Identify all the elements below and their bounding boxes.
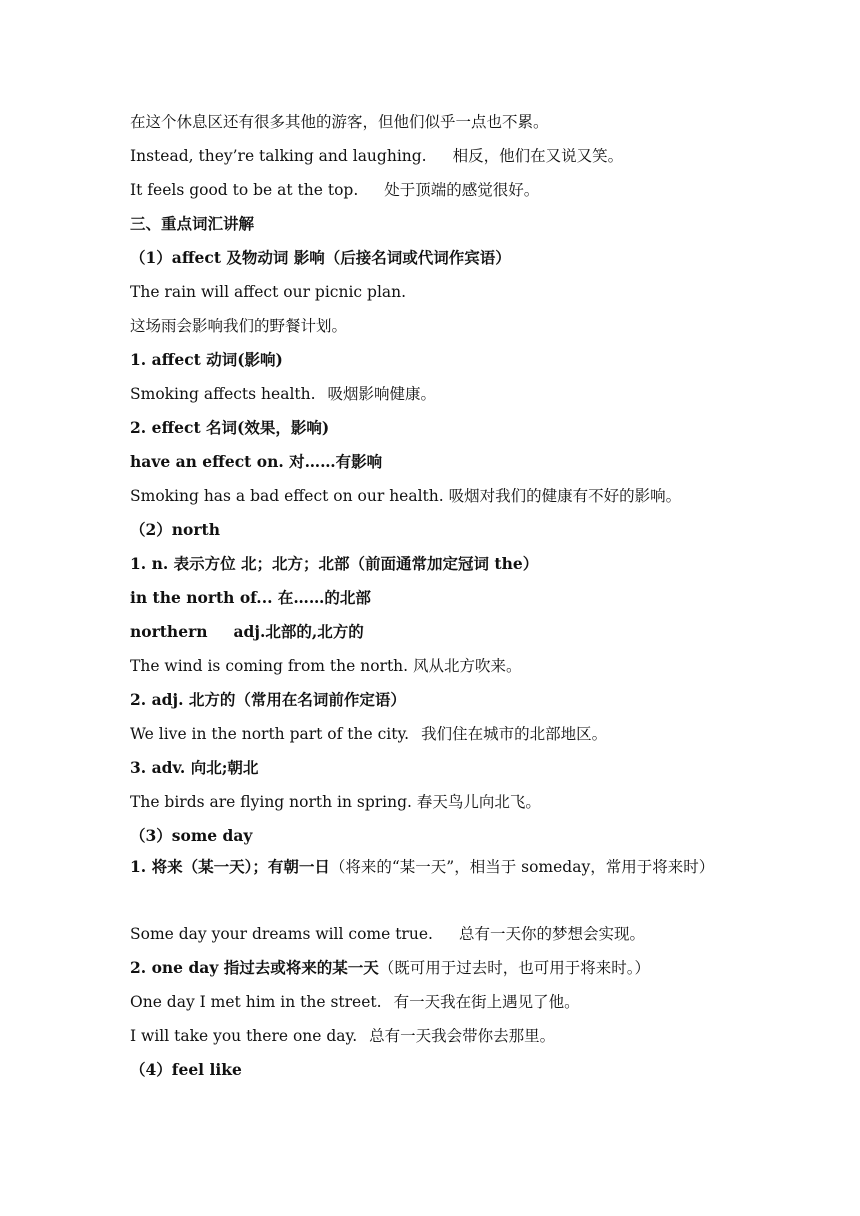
english-sentence: We live in the north part of the city.: [130, 725, 410, 743]
english-sentence: I will take you there one day.: [130, 1027, 358, 1045]
word: northern: [130, 622, 208, 641]
sub-heading-north-adj: 2. adj. 北方的（常用在名词前作定语）: [130, 690, 406, 709]
example-sentence: The rain will affect our picnic plan.: [130, 283, 407, 301]
text-line: [130, 924, 740, 944]
english-sentence: One day I met him in the street.: [130, 993, 382, 1011]
english-sentence: Instead, they’re talking and laughing.: [130, 147, 427, 165]
text-line: [130, 180, 740, 200]
definition-note: （将来的“某一天”，相当于 someday，常用于将来时）: [329, 858, 715, 876]
definition-one-day: [130, 958, 740, 978]
text-line: [130, 112, 740, 132]
sub-heading-affect-verb: 1. affect 动词(影响): [130, 350, 283, 369]
text-line: [130, 1026, 740, 1046]
example-sentence: The birds are flying north in spring. 春天鸟儿向北飞。: [130, 793, 541, 811]
text-line: [130, 992, 740, 1012]
sub-heading-north-noun: 1. n. 表示方位 北；北方；北部（前面通常加定冠词 the）: [130, 554, 539, 573]
vocab-heading-north: （2）north: [130, 520, 220, 539]
phrase-in-the-north-of: in the north of... 在……的北部: [130, 588, 371, 607]
chinese-translation: 有一天我在街上遇见了他。: [393, 993, 580, 1011]
vocab-heading-feel-like: （4）feel like: [130, 1060, 242, 1079]
chinese-translation: 总有一天你的梦想会实现。: [458, 925, 645, 943]
vocab-heading-affect: （1）affect 及物动词 影响（后接名词或代词作宾语）: [130, 248, 511, 267]
example-sentence: Smoking has a bad effect on our health. 吸烟对我们的健康有不好的影响。: [130, 487, 682, 505]
definition-note: （既可用于过去时，也可用于将来时。）: [378, 959, 650, 977]
definition-some-day: [130, 850, 740, 884]
chinese-sentence: 在这个休息区还有很多其他的游客，但他们似乎一点也不累。: [130, 113, 549, 131]
definition-label: 2. one day 指过去或将来的某一天: [130, 958, 379, 977]
chinese-translation: 吸烟影响健康。: [327, 385, 437, 403]
english-sentence: Some day your dreams will come true.: [130, 925, 433, 943]
word-northern: [130, 622, 740, 642]
chinese-translation: 相反，他们在又说又笑。: [452, 147, 624, 165]
phrase-have-an-effect-on: have an effect on. 对……有影响: [130, 452, 383, 471]
text-line: [130, 724, 740, 744]
chinese-translation: 处于顶端的感觉很好。: [384, 181, 540, 199]
sub-heading-effect-noun: 2. effect 名词(效果，影响): [130, 418, 330, 437]
definition: adj.北部的,北方的: [233, 622, 364, 641]
example-translation: 这场雨会影响我们的野餐计划。: [130, 317, 348, 335]
text-line: [130, 146, 740, 166]
chinese-translation: 总有一天我会带你去那里。: [369, 1027, 556, 1045]
sub-heading-north-adv: 3. adv. 向北;朝北: [130, 758, 259, 777]
english-sentence: It feels good to be at the top.: [130, 181, 359, 199]
section-heading: 三、重点词汇讲解: [130, 214, 255, 233]
vocab-heading-some-day: （3）some day: [130, 826, 253, 845]
text-line: [130, 384, 740, 404]
chinese-translation: 我们住在城市的北部地区。: [421, 725, 608, 743]
english-sentence: Smoking affects health.: [130, 385, 316, 403]
definition-label: 1. 将来（某一天）；有朝一日: [130, 857, 330, 876]
example-sentence: The wind is coming from the north. 风从北方吹来。: [130, 657, 522, 675]
